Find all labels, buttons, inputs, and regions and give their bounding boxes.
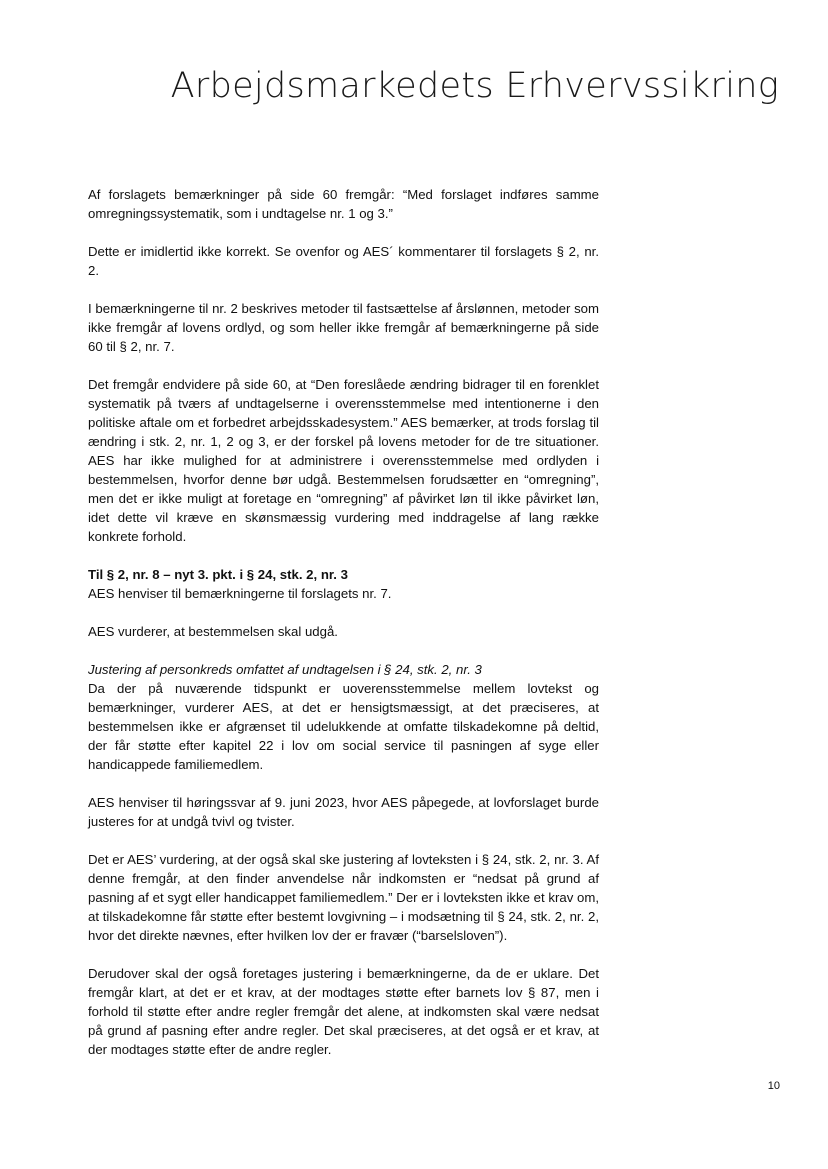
document-body [88, 185, 599, 1078]
paragraph: Det fremgår endvidere på side 60, at “Den foreslåede ændring bidrager til en forenklet systematik på tværs af undtagelserne i overensstemmelse med intentionerne i den politiske aftale om et forbedret arbejdsskadesystem.” AES bemærker, at trods forslag til ændring i stk. 2, nr. 1, 2 og 3, er der forskel på lovens metoder for de tre situationer. AES har ikke mulighed for at administrere i overensstemmelse med ordlyden i bestemmelsen, hvorfor denne bør udgå. Bestemmelsen forudsætter en “omregning”, men det er ikke muligt at foretage en “omregning” af påvirket løn til ikke påvirket løn, idet dette vil kræve en skønsmæssig vurdering med inddragelse af lang række konkrete forhold. [88, 377, 599, 544]
page-number: 10 [767, 1080, 780, 1092]
paragraph: AES vurderer, at bestemmelsen skal udgå. [88, 624, 338, 639]
subsection-block [88, 660, 599, 679]
paragraph: AES henviser til bemærkningerne til forslagets nr. 7. [88, 586, 392, 601]
section-heading: Til § 2, nr. 8 – nyt 3. pkt. i § 24, stk. 2, nr. 3 [88, 567, 348, 582]
paragraph: I bemærkningerne til nr. 2 beskrives metoder til fastsættelse af årslønnen, metoder som ikke fremgår af lovens ordlyd, og som heller ikke fremgår af bemærkningerne på side 60 til § 2, nr. 7. [88, 301, 599, 354]
subsection-heading: Justering af personkreds omfattet af undtagelsen i § 24, stk. 2, nr. 3 [88, 662, 482, 677]
paragraph: Da der på nuværende tidspunkt er uoverensstemmelse mellem lovtekst og bemærkninger, vurderer AES, at det er hensigtsmæssigt, at det præciseres, at bestemmelsen ikke er afgrænset til udelukkende at omfatte tilskadekomne på deltid, der får støtte efter kapitel 22 i lov om social service til pasningen af syge eller handicappede familiemedlem. [88, 681, 599, 772]
paragraph: Af forslagets bemærkninger på side 60 fremgår: “Med forslaget indføres samme omregningssystematik, som i undtagelse nr. 1 og 3.” [88, 187, 599, 221]
paragraph: Det er AES’ vurdering, at der også skal ske justering af lovteksten i § 24, stk. 2, nr. 3. Af denne fremgår, at den finder anvendelse når indkomsten er “nedsat på grund af pasning af et sygt eller handicappet familiemedlem.” Der er i lovteksten ikke et krav om, at tilskadekomne får støtte efter bestemt lovgivning – i modsætning til § 24, stk. 2, nr. 2, hvor det direkte nævnes, efter hvilken lov der er fravær (“barselsloven”). [88, 852, 599, 943]
section-block [88, 565, 599, 584]
paragraph: AES henviser til høringssvar af 9. juni 2023, hvor AES påpegede, at lovforslaget burde justeres for at undgå tvivl og tvister. [88, 795, 599, 829]
page-title: Arbejdsmarkedets Erhvervssikring [170, 66, 779, 106]
paragraph: Derudover skal der også foretages justering i bemærkningerne, da de er uklare. Det fremgår klart, at det er et krav, at der modtages støtte efter barnets lov § 87, men i forhold til støtte efter andre regler fremgår det alene, at indkomsten skal være nedsat på grund af pasning efter andre regler. Det skal præciseres, at det også er et krav, at der modtages støtte efter de andre regler. [88, 966, 599, 1057]
paragraph: Dette er imidlertid ikke korrekt. Se ovenfor og AES´ kommentarer til forslagets § 2, nr. 2. [88, 244, 599, 278]
